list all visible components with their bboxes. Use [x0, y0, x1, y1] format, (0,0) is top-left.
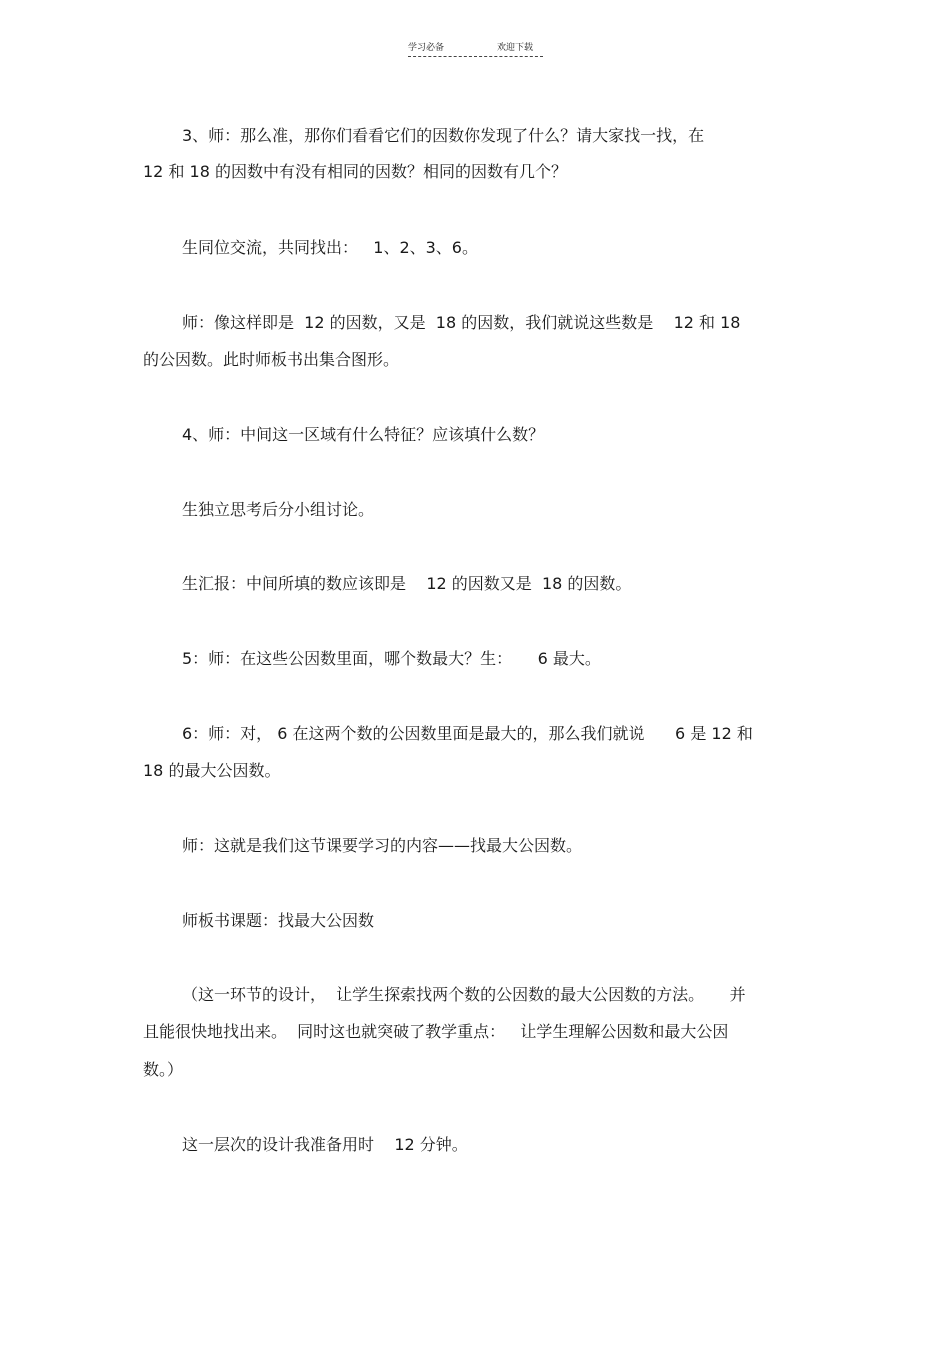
paragraph-line: 师：这就是我们这节课要学习的内容——找最大公因数。	[182, 836, 583, 855]
header-right-text: 欢迎下载	[497, 43, 534, 53]
paragraph-line: 18 的最大公因数。	[143, 761, 281, 780]
paragraph-line: 3、师：那么准，那你们看看它们的因数你发现了什么？请大家找一找，在	[182, 126, 705, 145]
paragraph-line: 12 和 18 的因数中有没有相同的因数？相同的因数有几个？	[143, 162, 567, 181]
header-left-text: 学习必备	[408, 43, 445, 53]
paragraph-line: 这一层次的设计我准备用时 12 分钟。	[182, 1135, 468, 1154]
paragraph-line: 师：像这样即是 12 的因数，又是 18 的因数，我们就说这些数是 12 和 18	[182, 313, 741, 332]
paragraph-line: 师板书课题：找最大公因数	[182, 911, 375, 930]
paragraph-line: 数。）	[143, 1060, 184, 1079]
paragraph-line: 生同位交流，共同找出： 1、2、3、6。	[182, 238, 478, 257]
paragraph-line: 5：师：在这些公因数里面，哪个数最大？生： 6 最大。	[182, 649, 601, 668]
page-header	[408, 38, 543, 57]
paragraph-line: 6：师：对， 6 在这两个数的公因数里面是最大的，那么我们就说 6 是 12 和	[182, 724, 753, 743]
paragraph-line: 的公因数。此时师板书出集合图形。	[143, 350, 400, 369]
paragraph-line: 生汇报：中间所填的数应该即是 12 的因数又是 18 的因数。	[182, 574, 632, 593]
paragraph-line: 4、师：中间这一区域有什么特征？应该填什么数？	[182, 425, 545, 444]
paragraph-line: 生独立思考后分小组讨论。	[182, 500, 375, 519]
paragraph-line: 且能很快地找出来。 同时这也就突破了教学重点： 让学生理解公因数和最大公因	[143, 1022, 729, 1041]
paragraph-line: （这一环节的设计， 让学生探索找两个数的公因数的最大公因数的方法。 并	[182, 985, 746, 1004]
